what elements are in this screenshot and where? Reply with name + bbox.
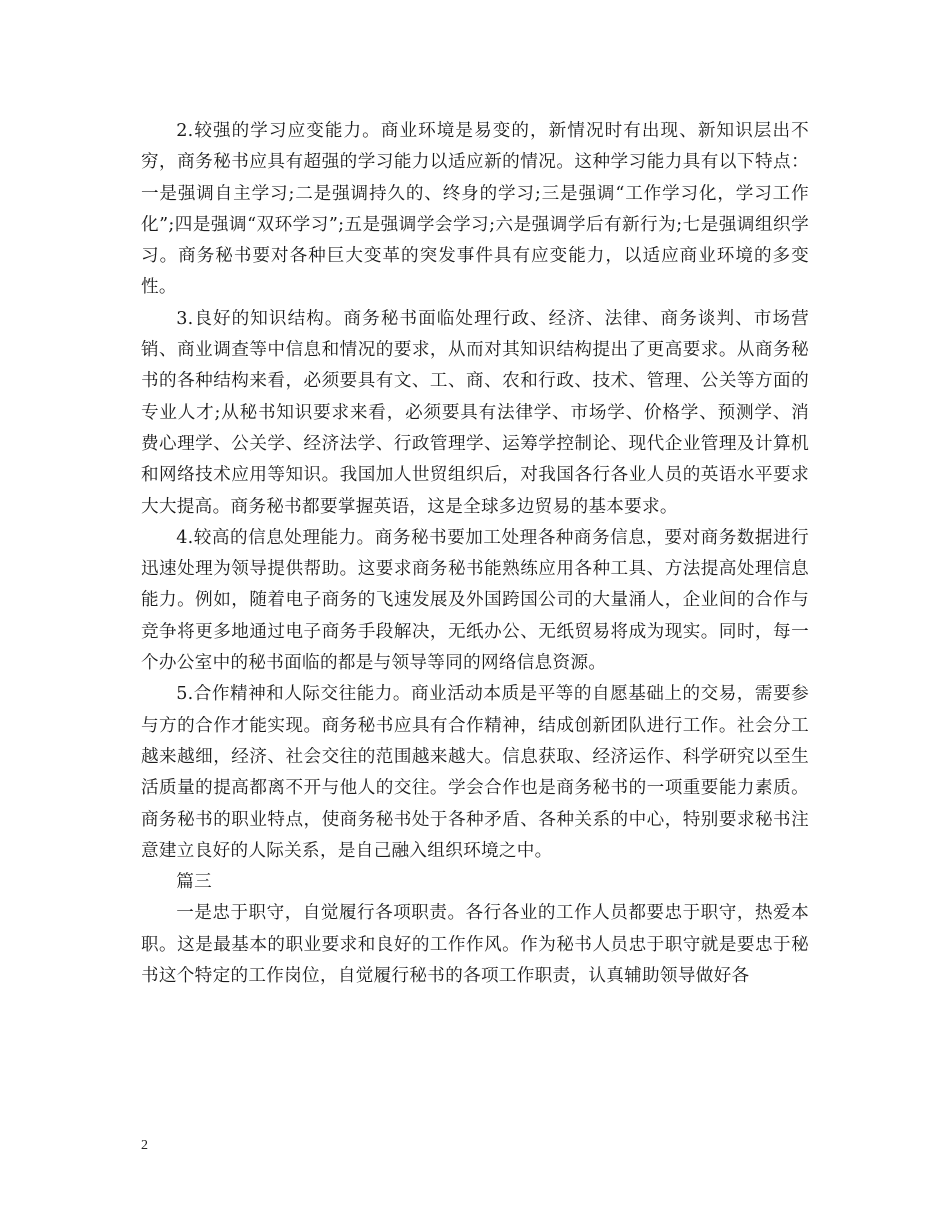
page-number: 2 xyxy=(141,1138,148,1153)
paragraph-cooperation: 5.合作精神和人际交往能力。商业活动本质是平等的自愿基础上的交易，需要参与方的合作才能实现。商务秘书应具有合作精神，结成创新团队进行工作。社会分工越来越细，经济、社会交往的范围越来越大。信息获取、经济运作、科学研究以至生活质量的提高都离不开与他人的交往。学会合作也是商务秘书的一项重要能力素质。商务秘书的职业特点，使商务秘书处于各种矛盾、各种关系的中心，特别要求秘书注意建立良好的人际关系，是自己融入组织环境之中。 xyxy=(141,684,809,861)
paragraph-information-processing: 4.较高的信息处理能力。商务秘书要加工处理各种商务信息，要对商务数据进行迅速处理为领导提供帮助。这要求商务秘书能熟练应用各种工具、方法提高处理信息能力。例如，随着电子商务的飞速发展及外国跨国公司的大量涌人，企业间的合作与竞争将更多地通过电子商务手段解决，无纸办公、无纸贸易将成为现实。同时，每一个办公室中的秘书面临的都是与领导等同的网络信息资源。 xyxy=(141,527,809,674)
document-body xyxy=(141,116,809,992)
section-heading: 篇三 xyxy=(176,872,212,893)
paragraph-learning-ability: 2.较强的学习应变能力。商业环境是易变的，新情况时有出现、新知识层出不穷，商务秘书应具有超强的学习能力以适应新的情况。这种学习能力具有以下特点：一是强调自主学习;二是强调持久的、终身的学习;三是强调“工作学习化，学习工作化”;四是强调“双环学习”;五是强调学会学习;六是强调学后有新行为;七是强调组织学习。商务秘书要对各种巨大变革的突发事件具有应变能力，以适应商业环境的多变性。 xyxy=(141,121,809,298)
paragraph-knowledge-structure: 3.良好的知识结构。商务秘书面临处理行政、经济、法律、商务谈判、市场营销、商业调查等中信息和情况的要求，从而对其知识结构提出了更高要求。从商务秘书的各种结构来看，必须要具有文、工、商、农和行政、技术、管理、公关等方面的专业人才;从秘书知识要求来看，必须要具有法律学、市场学、价格学、预测学、消费心理学、公关学、经济法学、行政管理学、运筹学控制论、现代企业管理及计算机和网络技术应用等知识。我国加人世贸组织后，对我国各行各业人员的英语水平要求大大提高。商务秘书都要掌握英语，这是全球多边贸易的基本要求。 xyxy=(141,308,809,517)
paragraph-loyalty: 一是忠于职守，自觉履行各项职责。各行各业的工作人员都要忠于职守，热爱本职。这是最基本的职业要求和良好的工作作风。作为秘书人员忠于职守就是要忠于秘书这个特定的工作岗位，自觉履行秘书的各项工作职责，认真辅助领导做好各 xyxy=(141,903,809,987)
